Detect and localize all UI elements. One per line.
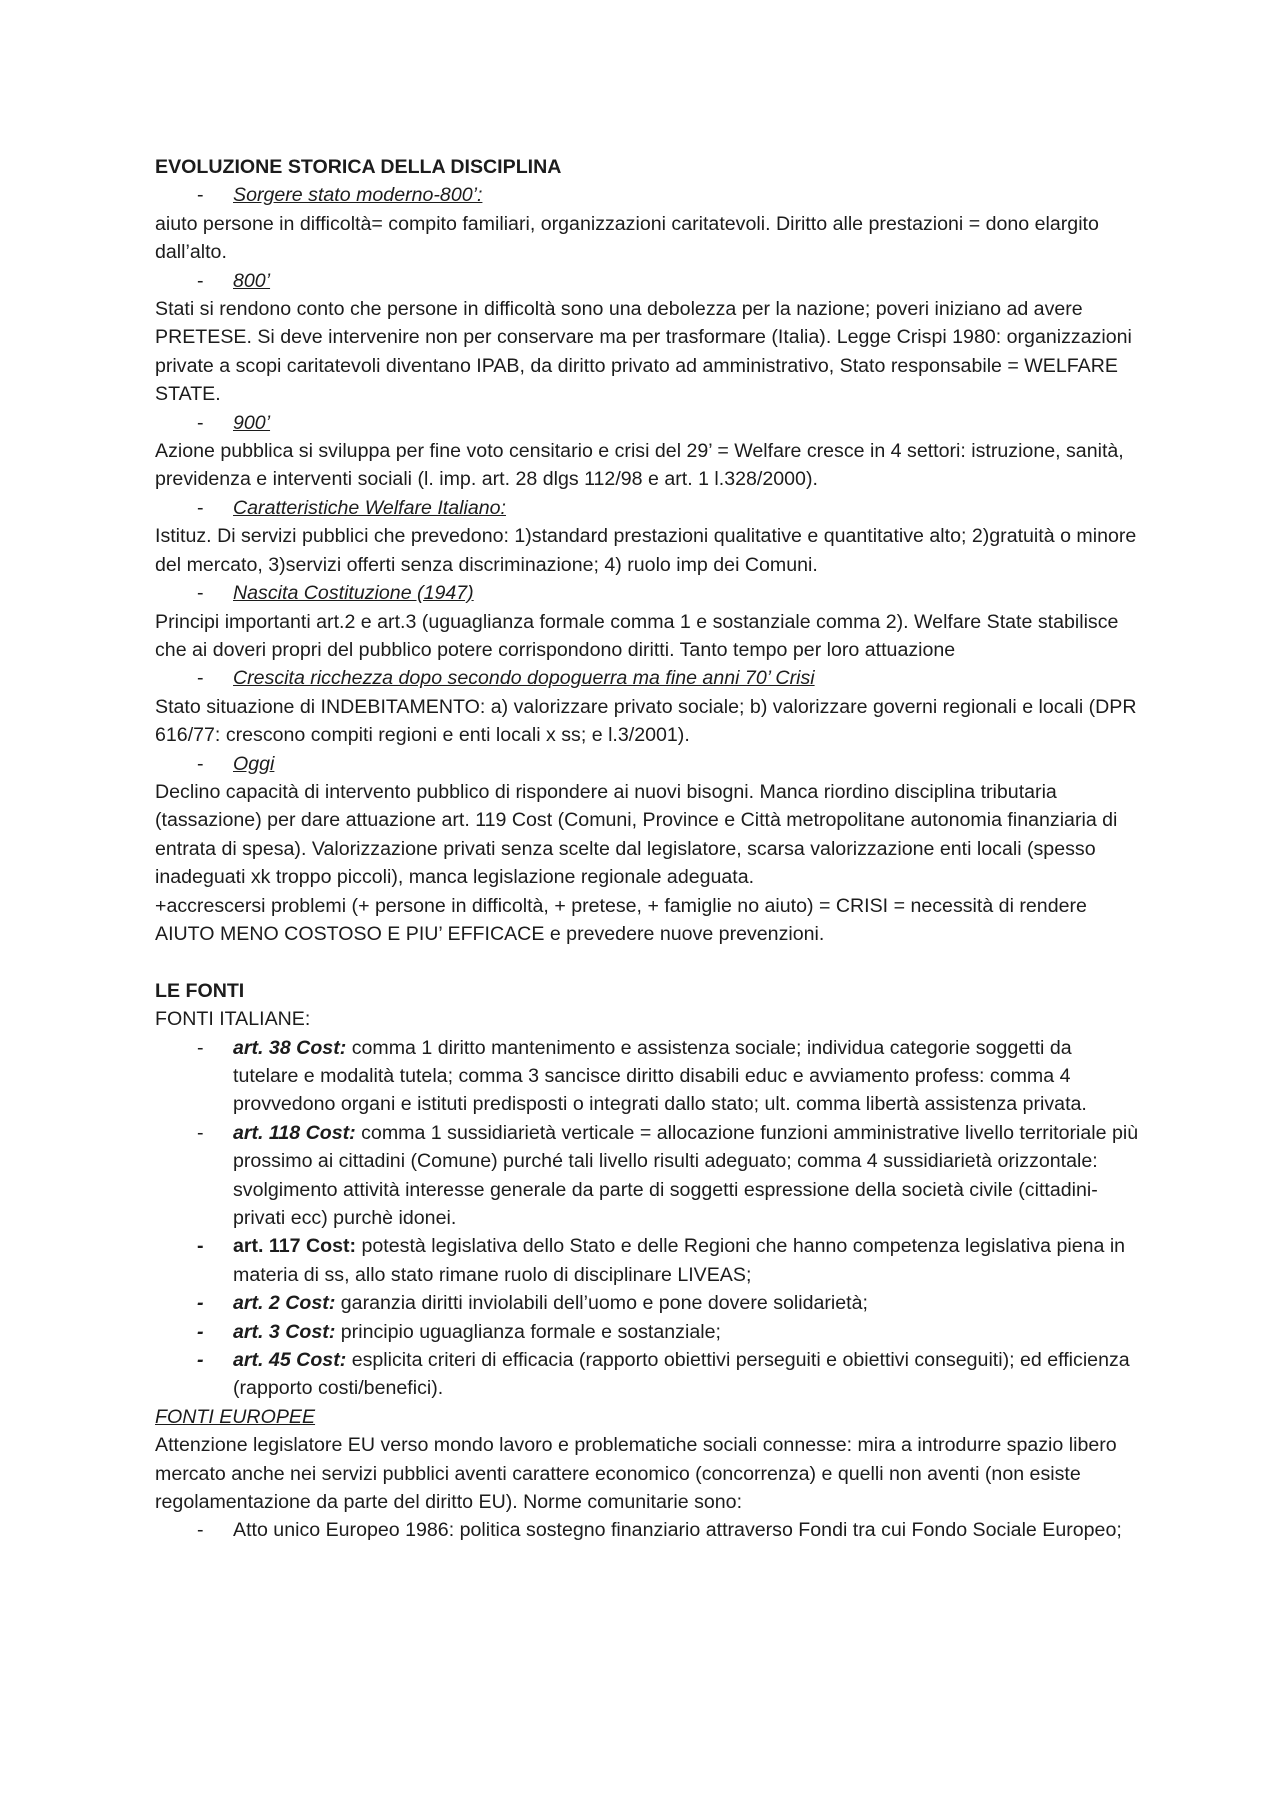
bullet-dash: - xyxy=(197,269,204,292)
bullet-dash: - xyxy=(197,667,204,690)
bullet-dash: - xyxy=(197,496,204,519)
section-title-fonti: LE FONTI xyxy=(155,979,245,1002)
subsection-title-fonti-europee: FONTI EUROPEE xyxy=(155,1405,316,1428)
article-label: art. 38 Cost: xyxy=(233,1036,347,1059)
bullet-heading-text: Sorgere stato moderno-800’: xyxy=(233,184,483,207)
bullet-dash: - xyxy=(197,582,204,605)
spacer xyxy=(155,948,1140,976)
list-item xyxy=(155,1119,1140,1233)
paragraph: aiuto persone in difficoltà= compito familiari, organizzazioni caritatevoli. Diritto alle prestazioni = dono elargito dall’alto. xyxy=(155,212,1099,264)
bullet-dash: - xyxy=(197,1320,204,1343)
bullet-heading-text: Caratteristiche Welfare Italiano: xyxy=(233,496,506,519)
paragraph: +accrescersi problemi (+ persone in difficoltà, + pretese, + famiglie no aiuto) = CRISI = necessità di rendere AIUTO MENO COSTOSO E PIU’ EFFICACE e prevedere nuove prevenzioni. xyxy=(155,894,1087,945)
list-item xyxy=(155,1318,1140,1346)
paragraph: Istituz. Di servizi pubblici che prevedono: 1)standard prestazioni qualitative e quantitative alto; 2)gratuità o minore del mercato, 3)servizi offerti senza discriminazione; 4) ruolo imp dei Comuni. xyxy=(155,525,1137,576)
bullet-dash: - xyxy=(197,1349,204,1372)
article-text: principio uguaglianza formale e sostanziale; xyxy=(335,1320,721,1343)
article-label: art. 45 Cost: xyxy=(233,1349,347,1372)
article-label: art. 2 Cost: xyxy=(233,1292,336,1315)
paragraph: Stato situazione di INDEBITAMENTO: a) valorizzare privato sociale; b) valorizzare governi regionali e locali (DPR 616/77: crescono compiti regioni e enti locali x ss; e l.3/2001). xyxy=(155,695,1137,747)
bullet-dash: - xyxy=(197,1519,204,1542)
list-item xyxy=(155,1346,1140,1403)
bullet-heading-text: Oggi xyxy=(233,752,275,775)
bullet-heading xyxy=(155,579,1140,607)
article-text: comma 1 diritto mantenimento e assistenza sociale; individua categorie soggetti da tutelare e modalità tutela; comma 3 sancisce diritto disabili educ e avviamento profess: comma 4 provvedono organi e istituti predisposti o integrati dallo stato; ult. comma libertà assistenza privata. xyxy=(233,1036,1087,1116)
article-text: potestà legislativa dello Stato e delle Regioni che hanno competenza legislativa piena in materia di ss, allo stato rimane ruolo di disciplinare LIVEAS; xyxy=(233,1235,1126,1286)
article-text: esplicita criteri di efficacia (rapporto obiettivi perseguiti e obiettivi conseguiti); ed efficienza (rapporto costi/benefici). xyxy=(233,1349,1130,1400)
bullet-heading xyxy=(155,494,1140,522)
bullet-dash: - xyxy=(197,1235,204,1258)
article-label: art. 117 Cost: xyxy=(233,1235,357,1258)
article-text: comma 1 sussidiarietà verticale = allocazione funzioni amministrative livello territoriale più prossimo ai cittadini (Comune) purché tali livello risulti adeguato; comma 4 sussidiarietà orizzontale: svolgimento attività interesse generale da parte di soggetti espressione della società civile (cittadini-privati ecc) purchè idonei. xyxy=(233,1121,1139,1230)
list-item-text: Atto unico Europeo 1986: politica sostegno finanziario attraverso Fondi tra cui Fondo Sociale Europeo; xyxy=(233,1519,1122,1542)
list-item xyxy=(155,1516,1140,1544)
subsection-title-fonti-italiane: FONTI ITALIANE: xyxy=(155,1008,311,1031)
list-item xyxy=(155,1232,1140,1289)
article-text: garanzia diritti inviolabili dell’uomo e pone dovere solidarietà; xyxy=(335,1292,868,1315)
bullet-dash: - xyxy=(197,1036,204,1059)
paragraph: Attenzione legislatore EU verso mondo lavoro e problematiche sociali connesse: mira a introdurre spazio libero mercato anche nei servizi pubblici aventi carattere economico (concorrenza) e quelli non aventi (non esiste regolamentazione da parte del diritto EU). Norme comunitarie sono: xyxy=(155,1434,1117,1514)
bullet-dash: - xyxy=(197,752,204,775)
paragraph: Stati si rendono conto che persone in difficoltà sono una debolezza per la nazione; poveri iniziano ad avere PRETESE. Si deve intervenire non per conservare ma per trasformare (Italia). Legge Crispi 1980: organizzazioni private a scopi caritatevoli diventano IPAB, da diritto privato ad amministrativo, Stato responsabile = WELFARE STATE. xyxy=(155,298,1132,406)
list-item xyxy=(155,1034,1140,1119)
bullet-heading xyxy=(155,181,1140,209)
paragraph: Principi importanti art.2 e art.3 (uguaglianza formale comma 1 e sostanziale comma 2). Welfare State stabilisce che ai doveri propri del pubblico potere corrispondono diritti. Tanto tempo per loro attuazione xyxy=(155,610,1119,661)
bullet-heading xyxy=(155,750,1140,778)
paragraph: Azione pubblica si sviluppa per fine voto censitario e crisi del 29’ = Welfare cresce in 4 settori: istruzione, sanità, previdenza e interventi sociali (l. imp. art. 28 dlgs 112/98 e art. 1 l.328/2000). xyxy=(155,440,1124,491)
bullet-dash: - xyxy=(197,184,204,207)
bullet-heading xyxy=(155,409,1140,437)
bullet-heading-text: 800’ xyxy=(233,269,271,292)
paragraph: Declino capacità di intervento pubblico di rispondere ai nuovi bisogni. Manca riordino disciplina tributaria (tassazione) per dare attuazione art. 119 Cost (Comuni, Province e Città metropolitane autonomia finanziaria di entrata di spesa). Valorizzazione privati senza scelte dal legislatore, scarsa valorizzazione enti locali (spesso inadeguati xk troppo piccoli), manca legislazione regionale adeguata. xyxy=(155,780,1118,889)
bullet-heading-text: 900’ xyxy=(233,411,271,434)
bullet-heading xyxy=(155,664,1140,692)
bullet-heading-text: Crescita ricchezza dopo secondo dopoguerra ma fine anni 70’ Crisi xyxy=(233,667,815,690)
article-label: art. 118 Cost: xyxy=(233,1121,356,1144)
bullet-dash: - xyxy=(197,1292,204,1315)
bullet-heading-text: Nascita Costituzione (1947) xyxy=(233,582,474,605)
bullet-dash: - xyxy=(197,1121,204,1144)
list-item xyxy=(155,1289,1140,1317)
bullet-dash: - xyxy=(197,411,204,434)
bullet-heading xyxy=(155,267,1140,295)
article-label: art. 3 Cost: xyxy=(233,1320,336,1343)
section-title-evoluzione: EVOLUZIONE STORICA DELLA DISCIPLINA xyxy=(155,156,562,178)
